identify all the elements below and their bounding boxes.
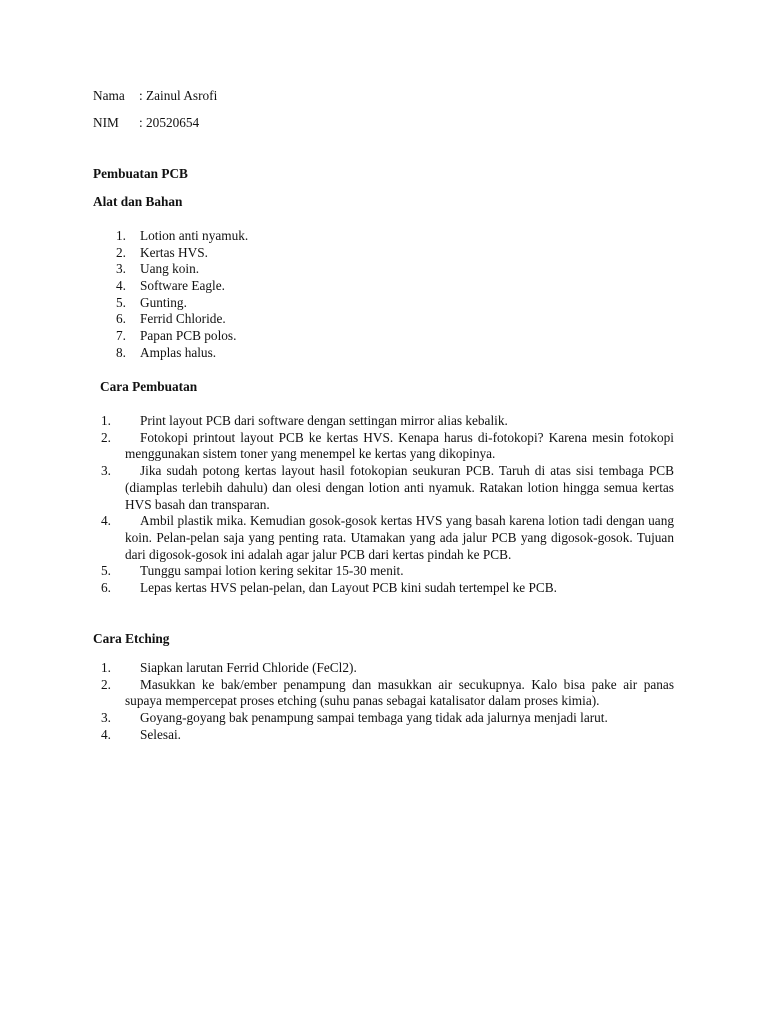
list-item-number: 6. xyxy=(101,580,111,596)
list-item xyxy=(93,311,248,328)
list-item-text: Ambil plastik mika. Kemudian gosok-gosok kertas HVS yang basah karena lotion tadi dengan uang koin. Pelan-pelan saja yang penting rata. Utamakan yang ada jalur PCB yang digosok-gosok. Tujuan dari digosok-gosok ini adalah agar jalur PCB dari kertas pindah ke PCB. xyxy=(125,513,674,562)
list-item-number: 4. xyxy=(101,726,111,742)
tools-heading: Alat dan Bahan xyxy=(93,194,183,209)
student-nim-row xyxy=(93,115,199,132)
list-item-number: 1. xyxy=(101,413,111,428)
list-item xyxy=(93,463,674,513)
list-item-text: Goyang-goyang bak penampung sampai tembaga yang tidak ada jalurnya menjadi larut. xyxy=(140,710,608,726)
list-item-text: Selesai. xyxy=(140,726,181,742)
list-item-text: Masukkan ke bak/ember penampung dan masukkan air secukupnya. Kalo bisa pake air panas supaya mempercepat proses etching (suhu panas sebagai katalisator dalam proses kimia). xyxy=(125,676,674,709)
list-item xyxy=(93,710,674,727)
list-item xyxy=(93,580,674,597)
list-item-number: 4. xyxy=(116,278,126,294)
list-item-text: Fotokopi printout layout PCB ke kertas HVS. Kenapa harus di-fotokopi? Karena mesin fotokopi menggunakan sistem toner yang menempel ke kertas yang dikopinya. xyxy=(125,429,674,462)
list-item-number: 5. xyxy=(116,294,126,310)
list-item-text: Software Eagle. xyxy=(140,278,225,294)
list-item-number: 2. xyxy=(101,676,111,692)
list-item xyxy=(93,727,674,744)
list-item-text: Lepas kertas HVS pelan-pelan, dan Layout PCB kini sudah tertempel ke PCB. xyxy=(140,580,557,596)
list-item-number: 1. xyxy=(101,660,111,675)
tools-list xyxy=(93,228,248,362)
list-item xyxy=(93,513,674,563)
list-item-text: Siapkan larutan Ferrid Chloride (FeCl2). xyxy=(140,660,357,675)
list-item xyxy=(93,278,248,295)
list-item-text: Papan PCB polos. xyxy=(140,328,237,344)
list-item-number: 7. xyxy=(116,328,126,344)
list-item-text: Tunggu sampai lotion kering sekitar 15-30 menit. xyxy=(140,563,404,579)
list-item-text: Jika sudah potong kertas layout hasil fotokopian seukuran PCB. Taruh di atas sisi tembaga PCB (diamplas terlebih dahulu) dan olesi dengan lotion anti nyamuk. Ratakan lotion hingga semua kertas HVS basah dan transparan. xyxy=(125,463,674,512)
list-item xyxy=(93,430,674,463)
making-steps-list xyxy=(93,413,674,597)
name-label: Nama xyxy=(93,88,125,103)
list-item xyxy=(93,677,674,710)
name-value: : Zainul Asrofi xyxy=(139,88,218,103)
list-item-text: Uang koin. xyxy=(140,261,200,277)
student-name-row xyxy=(93,88,217,105)
list-item-number: 8. xyxy=(116,344,126,360)
etching-steps-list xyxy=(93,660,674,744)
list-item xyxy=(93,228,248,245)
list-item xyxy=(93,660,674,677)
list-item-number: 2. xyxy=(101,429,111,445)
list-item-text: Lotion anti nyamuk. xyxy=(140,228,249,243)
list-item-text: Print layout PCB dari software dengan settingan mirror alias kebalik. xyxy=(140,413,508,428)
list-item-number: 2. xyxy=(116,244,126,260)
making-heading: Cara Pembuatan xyxy=(100,379,198,394)
list-item-text: Amplas halus. xyxy=(140,344,217,360)
etching-heading: Cara Etching xyxy=(93,631,170,646)
list-item-text: Kertas HVS. xyxy=(140,244,208,260)
nim-value: : 20520654 xyxy=(139,115,200,130)
list-item-number: 5. xyxy=(101,563,111,579)
list-item-number: 3. xyxy=(116,261,126,277)
list-item-number: 3. xyxy=(101,710,111,726)
list-item-number: 4. xyxy=(101,513,111,529)
list-item xyxy=(93,328,248,345)
list-item-text: Ferrid Chloride. xyxy=(140,311,226,327)
nim-label: NIM xyxy=(93,115,119,130)
list-item xyxy=(93,295,248,312)
list-item-number: 6. xyxy=(116,311,126,327)
list-item-number: 3. xyxy=(101,463,111,479)
document-title: Pembuatan PCB xyxy=(93,166,188,181)
list-item xyxy=(93,563,674,580)
list-item xyxy=(93,413,674,430)
list-item xyxy=(93,245,248,262)
list-item xyxy=(93,345,248,362)
list-item-text: Gunting. xyxy=(140,294,187,310)
list-item xyxy=(93,261,248,278)
list-item-number: 1. xyxy=(116,228,126,243)
